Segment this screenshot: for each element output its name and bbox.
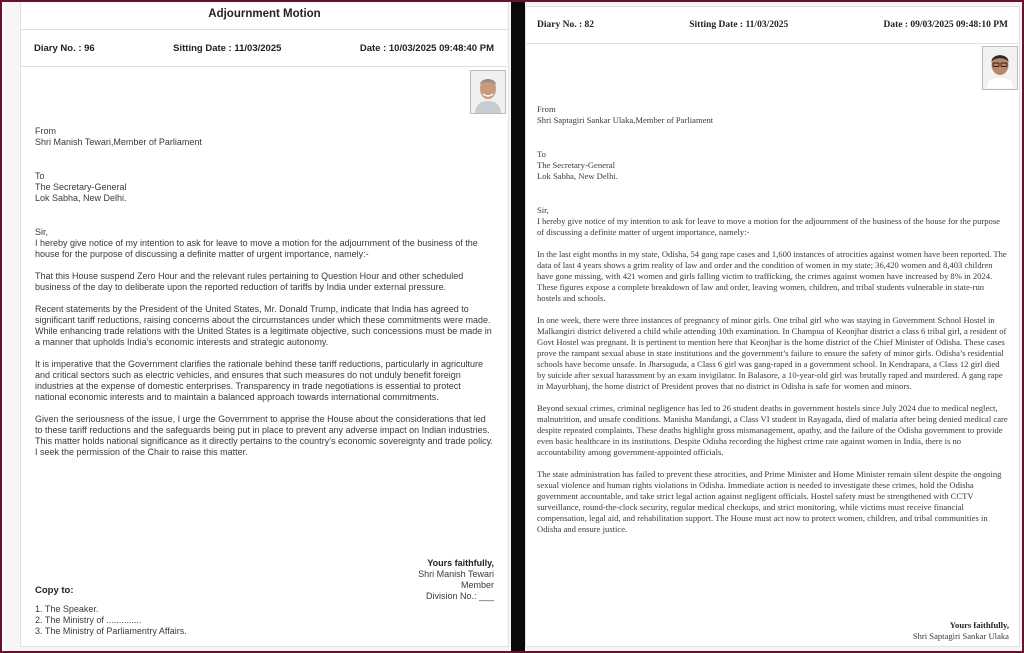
from-label: From xyxy=(35,126,56,136)
body-paragraph: In the last eight months in my state, Odisha, 54 gang rape cases and 1,600 instances of atrocities against women have been reported. The data of last 4 years shows a grim reality of law and order and the condition of women in my state; 36,420 women and 8,403 children have gone missing, with 421 women and girls falling victim to trafficking, the crimes against women have increased by 8% in 2024. These figures expose a complete breakdown of law and order, leaving women, children, and tribal students vulnerable in state-run hostels and schools. xyxy=(537,249,1007,303)
copy-to-heading: Copy to: xyxy=(35,585,74,596)
document-title: Adjournment Motion xyxy=(21,2,508,30)
salutation: Sir, xyxy=(35,227,49,237)
signatory-name: Shri Saptagiri Sankar Ulaka xyxy=(912,631,1009,641)
intro-paragraph: I hereby give notice of my intention to ask for leave to move a motion for the adjournment of the business of the house for the purpose of discussing a definite matter of urgent importance, namely:- xyxy=(35,238,478,259)
copy-to-item: 3. The Ministry of Parliamentry Affairs. xyxy=(35,626,187,636)
sitting-date: Sitting Date : 11/03/2025 xyxy=(689,20,789,30)
to-line-2: Lok Sabha, New Delhi. xyxy=(35,193,127,203)
to-line-2: Lok Sabha, New Delhi. xyxy=(537,171,618,181)
comparison-frame xyxy=(2,2,1022,651)
to-label: To xyxy=(35,171,45,181)
body-paragraph: The state administration has failed to prevent these atrocities, and Prime Minister and Home Minister remain silent despite the ongoing sexual violence and human rights violations in Odisha. Immediate action is needed to investigate these crimes, hold the Odisha government accountable, and take strict legal action against negligent officials. Hostel safety must be strengthened with CCTV surveillance, round-the-clock security, regular medical checkups, and strict monitoring, while victims must receive financial compensation, legal aid, and rehabilitation support. The House must act now to protect women, children, and tribal communities in Odisha and ensure justice. xyxy=(537,469,1002,534)
letter-body xyxy=(537,104,1009,535)
signatory-role: Member xyxy=(460,580,494,590)
adjournment-motion-document-ulaka xyxy=(525,6,1020,647)
diary-number: Diary No. : 82 xyxy=(537,20,594,30)
body-paragraph: Given the seriousness of the issue, I urge the Government to apprise the House about the considerations that led to these tariff reductions and the safeguards being put in place to prevent any adverse impact on Indian industries. This matter holds national significance as it directly pertains to the country’s economic sovereignty and trade policy. xyxy=(35,414,493,446)
submission-date: Date : 09/03/2025 09:48:10 PM xyxy=(883,20,1008,30)
salutation: Sir, xyxy=(537,205,549,215)
intro-paragraph: I hereby give notice of my intention to ask for leave to move a motion for the adjournment of the business of the house for the purpose of discussing a definite matter of urgent importance, namely:- xyxy=(537,216,1000,237)
yours-faithfully: Yours faithfully, xyxy=(427,558,494,568)
document-meta-row xyxy=(21,30,508,67)
body-paragraph: Beyond sexual crimes, criminal negligence has led to 26 student deaths in government hostels since July 2024 due to medical neglect, malnutrition, and unsafe conditions. Manisha Mandangi, a Class VI student in Rayagada, died of malaria after being denied medical care despite repeated complaints. These deaths highlight gross mismanagement, apathy, and the failure of the Odisha government to provide even basic healthcare in its institutions. Despite Odisha recording the highest crime rate against women in India, there is no accountability among government-appointed officials. xyxy=(537,403,1008,457)
panel-divider xyxy=(511,2,525,651)
diary-number: Diary No. : 96 xyxy=(34,42,95,54)
yours-faithfully: Yours faithfully, xyxy=(949,620,1009,630)
document-meta-row xyxy=(526,7,1019,44)
sitting-date: Sitting Date : 11/03/2025 xyxy=(173,42,282,54)
signature-block xyxy=(418,558,494,602)
body-paragraph: Recent statements by the President of the United States, Mr. Donald Trump, indicate that India has agreed to significant tariff reductions, raising concerns about the circumstances under which these commitments were made. While enhancing trade relations with the United States is a legitimate objective, such concessions must be made in a manner that upholds India's economic interests and strategic autonomy. xyxy=(35,304,492,347)
to-line-1: The Secretary-General xyxy=(35,182,127,192)
copy-to-item: 1. The Speaker. xyxy=(35,604,99,614)
closing-request: I seek the permission of the Chair to raise this matter. xyxy=(35,447,248,457)
to-line-1: The Secretary-General xyxy=(537,160,616,170)
body-paragraph: That this House suspend Zero Hour and the relevant rules pertaining to Question Hour and other scheduled business of the day to deliberate upon the reported reduction of tariffs by India under external pressure. xyxy=(35,271,464,292)
right-document-panel xyxy=(525,2,1022,651)
member-photo-icon xyxy=(982,46,1018,90)
to-label: To xyxy=(537,149,546,159)
body-paragraph: It is imperative that the Government clarifies the rationale behind these tariff reductions, particularly in agriculture and critical sectors such as electric vehicles, and ensures that such measures do not unduly benefit foreign industries at the expense of domestic enterprises. Transparency in trade negotiations is essential to protect national economic interests and to maintain a balanced approach towards international commitments. xyxy=(35,359,484,402)
member-photo-icon xyxy=(470,70,506,114)
copy-to-section xyxy=(35,585,187,637)
copy-to-list xyxy=(35,604,187,637)
body-paragraph: In one week, there were three instances of pregnancy of minor girls. One tribal girl who was staying in Government School Hostel in Malkangiri district delivered a child while attending 10th examination. In Champua of Keonjhar district a class 6 tribal girl, a resident of Govt Hostel was pregnant. It is pertinent to mention here that Keonjhar is the home district of the Chief Minister of Odisha. These cases prove the rampant sexual abuse in state institutions and the government’s failure to ensure the safety of minor girls. Odisha’s residential schools have become unsafe. In Jharsuguda, a Class 6 girl was gang-raped in a government school. In Kendrapara, a Class 12 girl died by suicide after sexual harassment by an exam invigilator. In Balasore, a 10-year-old girl was brutally raped and murdered. A gang rape in Mayurbhanj, the home district of President proves that no district in Odisha is safe for women and minors. xyxy=(537,315,1007,391)
signature-block xyxy=(913,620,1009,642)
left-document-panel xyxy=(4,2,511,651)
adjournment-motion-document-tewari xyxy=(20,2,509,647)
letter-body xyxy=(35,126,494,458)
from-name: Shri Saptagiri Sankar Ulaka,Member of Parliament xyxy=(537,115,714,125)
division-number: Division No.: ___ xyxy=(425,591,494,601)
copy-to-item: 2. The Ministry of .............. xyxy=(35,615,142,625)
from-name: Shri Manish Tewari,Member of Parliament xyxy=(35,137,202,147)
submission-date: Date : 10/03/2025 09:48:40 PM xyxy=(359,42,494,54)
from-label: From xyxy=(537,104,556,114)
signatory-name: Shri Manish Tewari xyxy=(418,569,494,579)
